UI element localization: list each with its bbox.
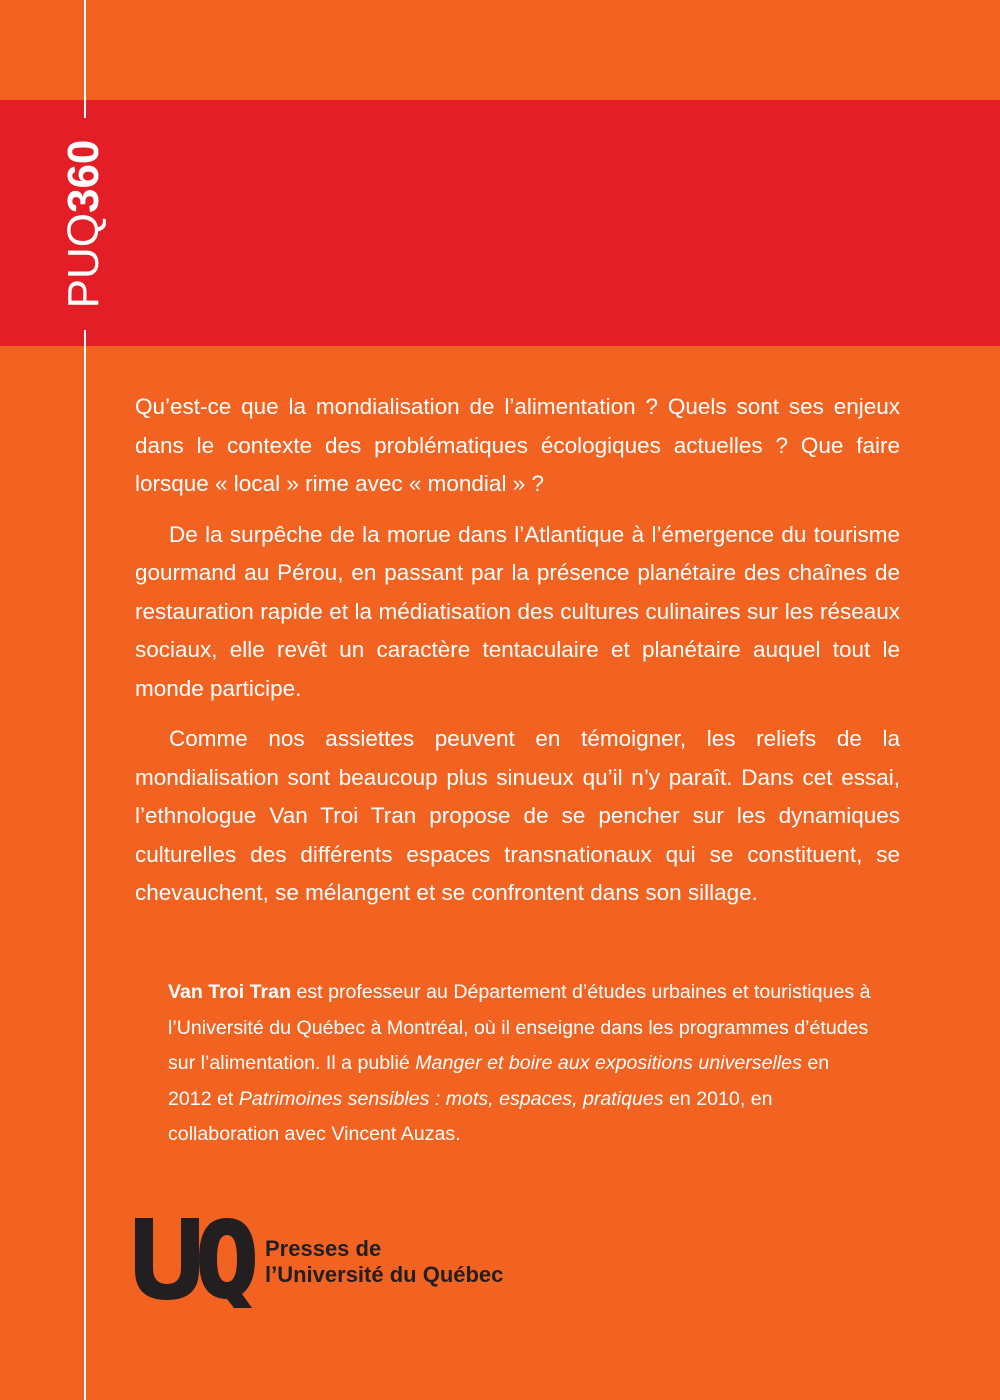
author-name: Van Troi Tran: [168, 981, 292, 1003]
back-cover-text: [135, 388, 900, 925]
header-band: [0, 100, 1000, 346]
series-logo-light: PUQ: [59, 213, 108, 309]
publisher-logo: [135, 1218, 535, 1310]
bio-text-1: est professeur au Département d’études urbaines et touristiques à l’Université du Québec à Montréal, où il enseigne dans les programmes d’études sur l’alimentation. Il a publié: [168, 981, 871, 1074]
book-title-1: Manger et boire aux expositions universelles: [415, 1052, 802, 1074]
series-logo-text: [59, 139, 108, 309]
paragraph-intro: Qu’est-ce que la mondialisation de l’alimentation ? Quels sont ses enjeux dans le contexte des problématiques écologiques actuelles ? Que faire lorsque « local » rime avec « mondial » ?: [135, 394, 900, 496]
publisher-name-line2: l’Université du Québec: [265, 1262, 504, 1287]
bio-text-2: en 2012 et: [168, 1052, 830, 1110]
paragraph-examples: De la surpêche de la morue dans l’Atlantique à l’émergence du tourisme gourmand au Pérou, en passant par la présence planétaire des chaînes de restauration rapide et la médiatisation des cultures culinaires sur les réseaux sociaux, elle revêt un caractère tentaculaire et planétaire auquel tout le monde participe.: [135, 521, 900, 701]
book-title-2: Patrimoines sensibles : mots, espaces, pratiques: [238, 1087, 664, 1110]
paragraph-essay: Comme nos assiettes peuvent en témoigner, les reliefs de la mondialisation sont beaucoup plus sinueux qu’il n’y paraît. Dans cet essai, l’ethnologue Van Troi Tran propose de se pencher sur les dynamiques culturelles des différents espaces transnationaux qui se constituent, se chevauchent, se mélangent et se confrontent dans son sillage.: [135, 726, 900, 905]
uq-logo-mark: [135, 1218, 255, 1310]
series-logo-bold: 360: [59, 139, 108, 214]
bio-text-3: en 2010, en collaboration avec Vincent Auzas.: [168, 1087, 773, 1145]
author-bio: [168, 975, 873, 1153]
publisher-name-line1: Presses de: [265, 1236, 382, 1261]
